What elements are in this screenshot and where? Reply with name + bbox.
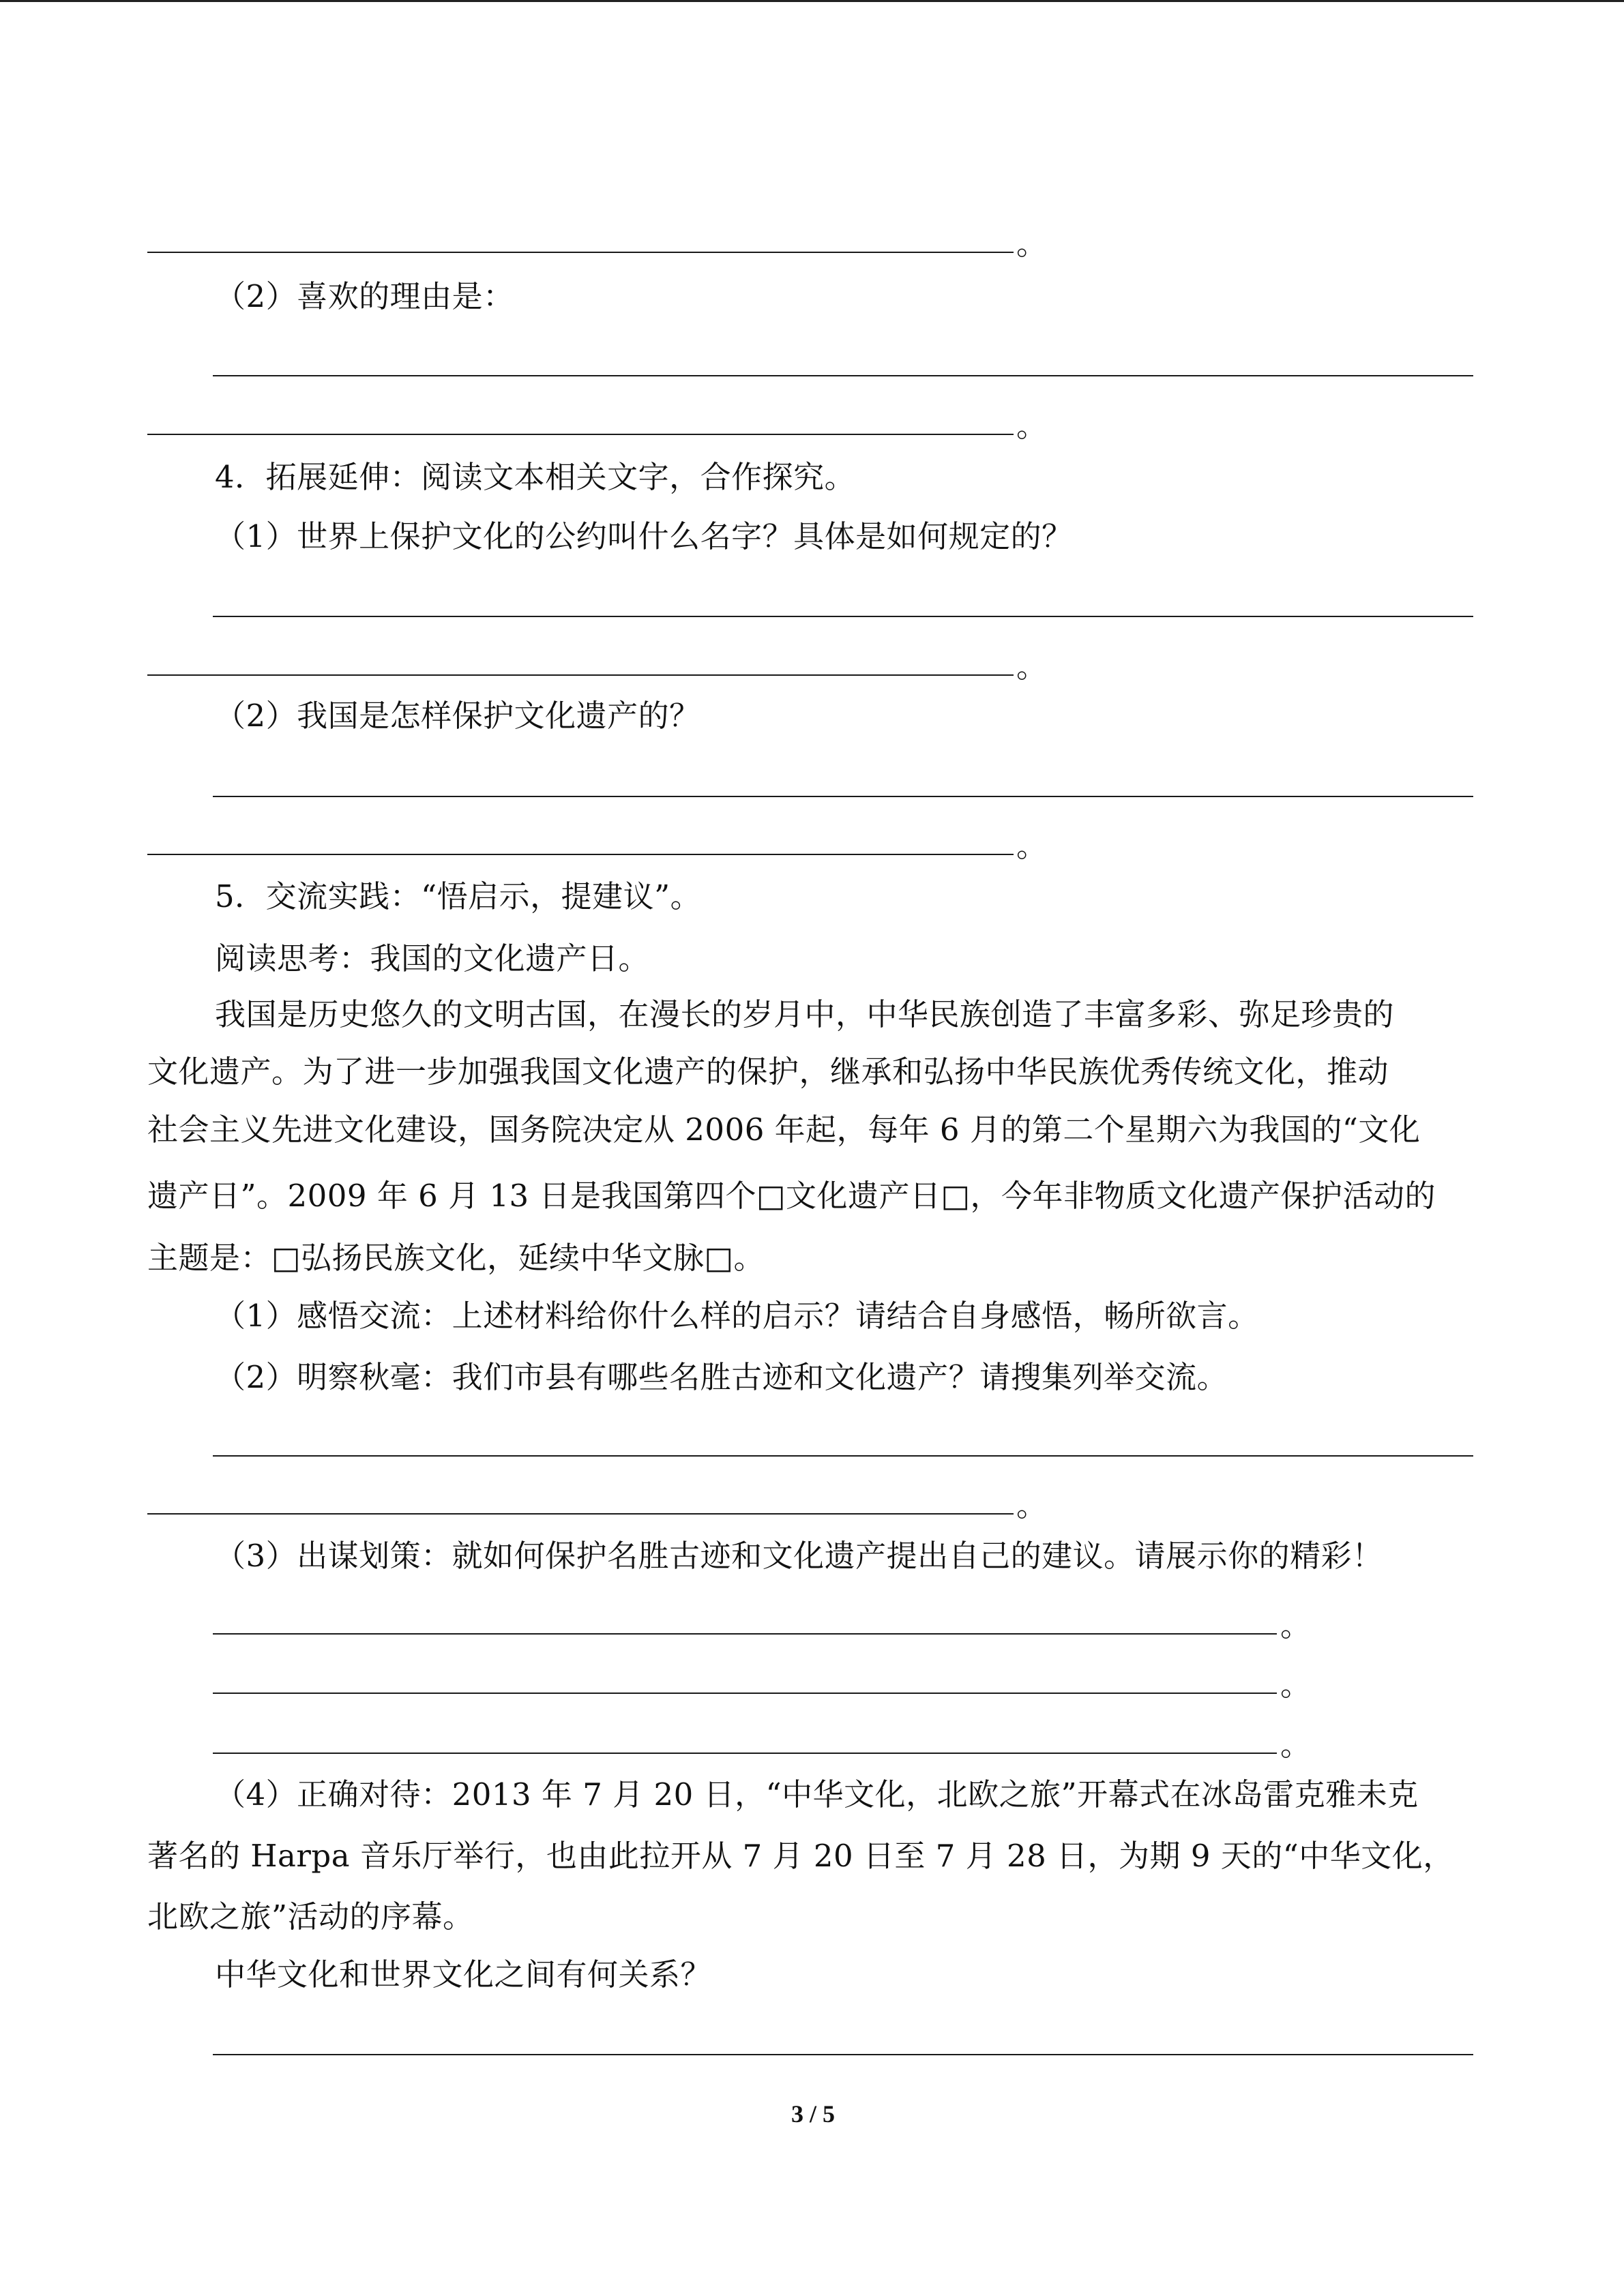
question-5-2: （2）明察秋毫：我们市县有哪些名胜古迹和文化遗产？请搜集列举交流。 xyxy=(215,1359,1228,1395)
question-3-2: （2）喜欢的理由是： xyxy=(215,278,514,314)
period-mark: 。 xyxy=(1280,1607,1312,1643)
answer-line[interactable] xyxy=(213,796,1473,797)
answer-line[interactable] xyxy=(213,1633,1277,1635)
period-mark: 。 xyxy=(1280,1727,1312,1763)
answer-line[interactable] xyxy=(147,674,1014,676)
answer-line[interactable] xyxy=(213,1753,1277,1754)
period-mark: 。 xyxy=(1016,408,1048,444)
reading-paragraph-line: 主题是：□弘扬民族文化，延续中华文脉□。 xyxy=(147,1240,765,1276)
question-5-3: （3）出谋划策：就如何保护名胜古迹和文化遗产提出自己的建议。请展示你的精彩！ xyxy=(215,1538,1383,1574)
reading-paragraph-line: 文化遗产。为了进一步加强我国文化遗产的保护，继承和弘扬中华民族优秀传统文化，推动 xyxy=(147,1054,1389,1090)
reading-paragraph-line: 我国是历史悠久的文明古国，在漫长的岁月中，中华民族创造了丰富多彩、弥足珍贵的 xyxy=(215,996,1395,1032)
question-5-4-line: 北欧之旅”活动的序幕。 xyxy=(147,1898,474,1935)
question-4-1: （1）世界上保护文化的公约叫什么名字？具体是如何规定的？ xyxy=(215,518,1073,554)
period-mark: 。 xyxy=(1016,1487,1048,1523)
question-5-4-prompt: 中华文化和世界文化之间有何关系？ xyxy=(215,1956,712,1993)
answer-line[interactable] xyxy=(147,1513,1014,1515)
reading-paragraph-line: 遗产日”。2009 年 6 月 13 日是我国第四个□文化遗产日□，今年非物质文化遗产保护活动的 xyxy=(147,1178,1436,1214)
answer-line[interactable] xyxy=(147,252,1014,253)
answer-line[interactable] xyxy=(213,616,1473,617)
answer-line[interactable] xyxy=(213,1693,1277,1694)
question-4-title: 4．拓展延伸：阅读文本相关文字，合作探究。 xyxy=(215,459,856,495)
question-4-2: （2）我国是怎样保护文化遗产的？ xyxy=(215,698,700,734)
answer-line[interactable] xyxy=(213,375,1473,376)
question-5-intro: 阅读思考：我国的文化遗产日。 xyxy=(215,940,650,976)
period-mark: 。 xyxy=(1016,648,1048,685)
period-mark: 。 xyxy=(1016,226,1048,262)
reading-paragraph-line: 社会主义先进文化建设，国务院决定从 2006 年起，每年 6 月的第二个星期六为我国的“文化 xyxy=(147,1112,1421,1148)
question-5-title: 5．交流实践：“悟启示，提建议”。 xyxy=(215,878,702,914)
question-5-4-line: 著名的 Harpa 音乐厅举行，也由此拉开从 7 月 20 日至 7 月 28 日，为期 9 天的“中华文化， xyxy=(147,1838,1454,1874)
answer-line[interactable] xyxy=(213,2054,1473,2055)
period-mark: 。 xyxy=(1280,1667,1312,1703)
question-5-1: （1）感悟交流：上述材料给你什么样的启示？请结合自身感悟，畅所欲言。 xyxy=(215,1298,1259,1334)
page-top-border xyxy=(0,0,1624,2)
answer-line[interactable] xyxy=(147,854,1014,855)
question-5-4-line: （4）正确对待：2013 年 7 月 20 日，“中华文化，北欧之旅”开幕式在冰岛雷克雅未克 xyxy=(215,1776,1419,1813)
period-mark: 。 xyxy=(1016,828,1048,864)
page-number: 3 / 5 xyxy=(791,2100,836,2128)
answer-line[interactable] xyxy=(213,1455,1473,1457)
answer-line[interactable] xyxy=(147,434,1014,435)
